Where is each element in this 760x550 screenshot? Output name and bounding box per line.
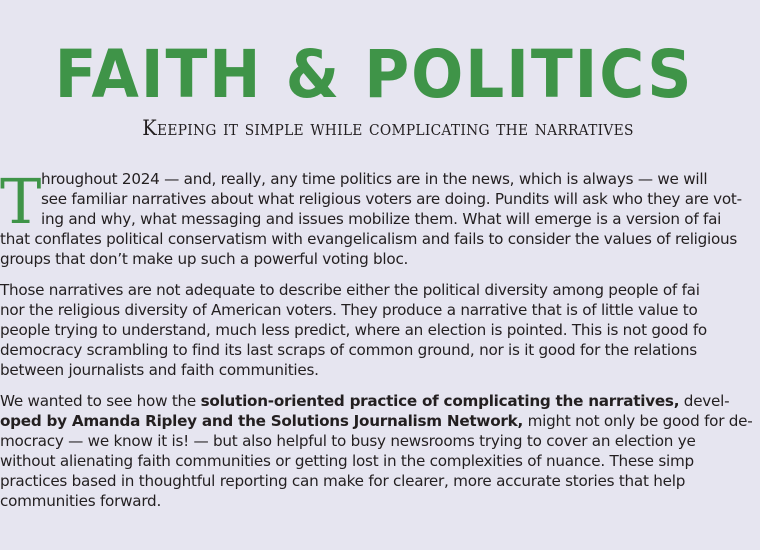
text-line (0, 411, 760, 431)
text-line: hroughout 2024 — and, really, any time politics are in the news, which is always — we will (41, 170, 708, 188)
article-body (0, 165, 760, 522)
paragraph-1 (0, 165, 760, 269)
text-line: Those narratives are not adequate to describe either the political diversity among people of fai (0, 281, 700, 299)
text-line: between journalists and faith communities. (0, 361, 319, 379)
text-line: communities forward. (0, 492, 162, 510)
bold-phrase: oped by Amanda Ripley and the Solutions Journalism Network, (0, 412, 524, 430)
drop-cap: T (0, 165, 42, 238)
text-run: We wanted to see how the (0, 392, 201, 410)
page-subtitle: Keeping it simple while complicating the narratives (142, 116, 634, 140)
page-title: FAITH & POLITICS (54, 36, 694, 113)
text-line: ing and why, what messaging and issues mobilize them. What will emerge is a version of fai (41, 210, 722, 228)
text-line: practices based in thoughtful reporting can make for clearer, more accurate stories that help (0, 472, 686, 490)
paragraph-3 (0, 391, 760, 511)
text-line: people trying to understand, much less predict, where an election is pointed. This is not good fo (0, 321, 707, 339)
text-line: without alienating faith communities or getting lost in the complexities of nuance. These simp (0, 452, 694, 470)
text-run: devel- (679, 392, 730, 410)
text-line: see familiar narratives about what religious voters are doing. Pundits will ask who they are vot- (41, 190, 742, 208)
text-line: nor the religious diversity of American voters. They produce a narrative that is of little value to (0, 301, 698, 319)
text-run: might not only be good for de- (523, 412, 753, 430)
bold-phrase: solution-oriented practice of complicating the narratives, (200, 392, 680, 410)
text-line: that conflates political conservatism with evangelicalism and fails to consider the values of religious (0, 230, 738, 248)
text-line: democracy scrambling to find its last scraps of common ground, nor is it good for the relations (0, 341, 697, 359)
text-line: groups that don’t make up such a powerful voting bloc. (0, 250, 409, 268)
text-line (0, 391, 760, 411)
paragraph-2 (0, 280, 760, 380)
text-line: mocracy — we know it is! — but also helpful to busy newsrooms trying to cover an election ye (0, 432, 696, 450)
